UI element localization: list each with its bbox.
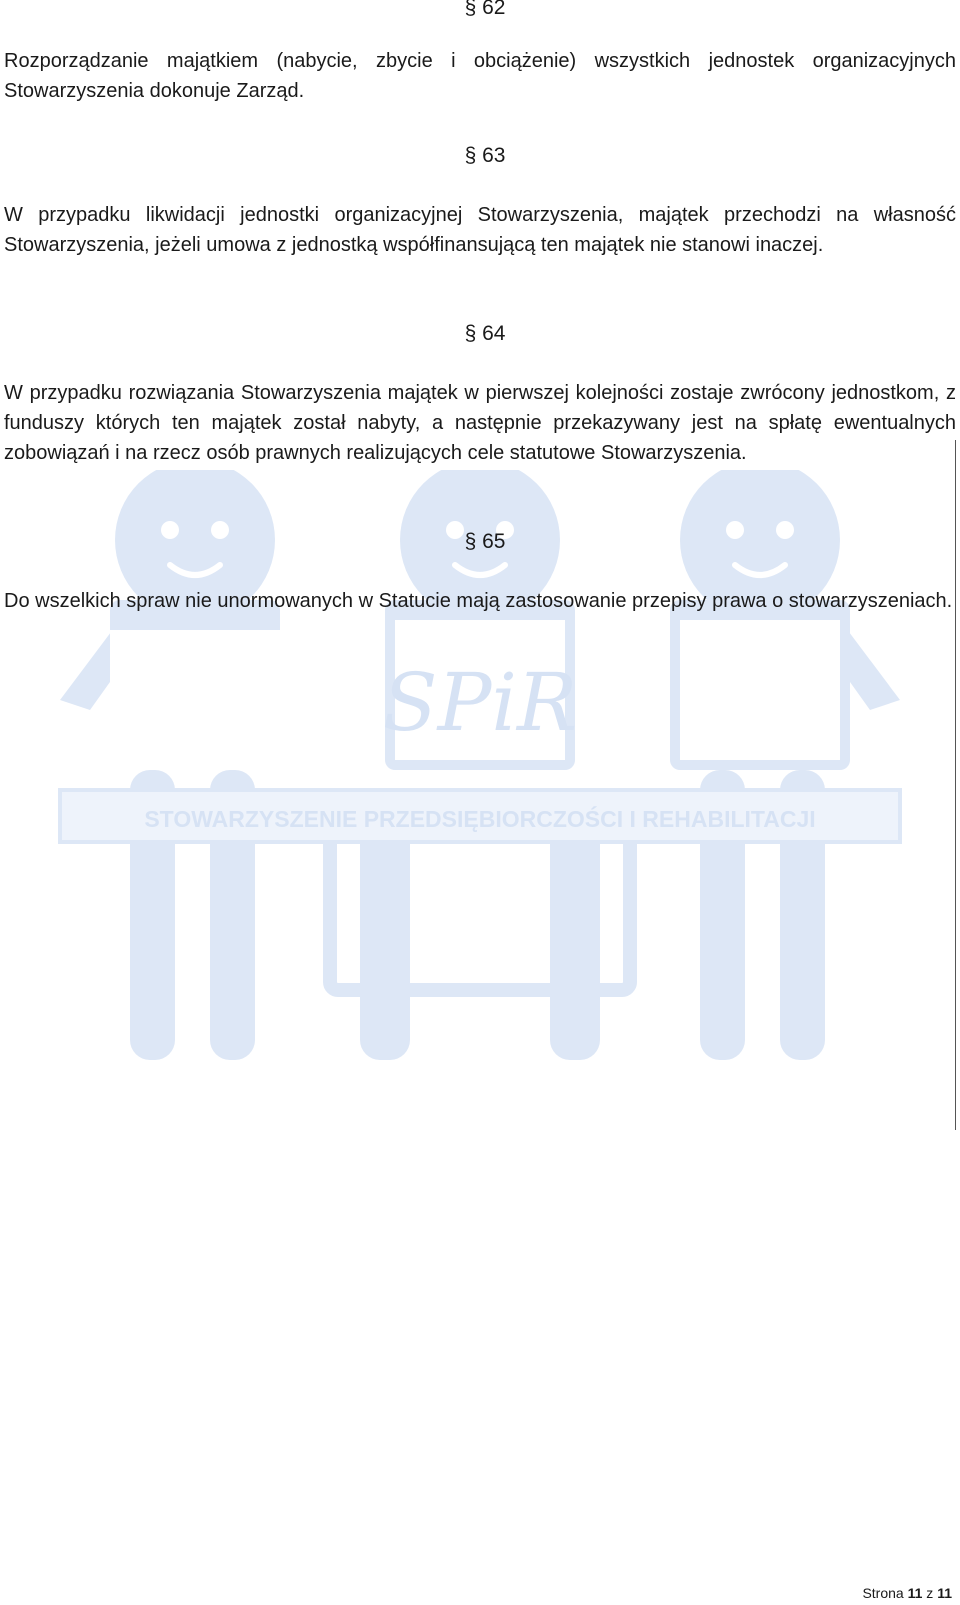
section-64 <box>4 320 956 468</box>
section-paragraph: Rozporządzanie majątkiem (nabycie, zbycie i obciążenie) wszystkich jednostek organizacyjnych Stowarzyszenia dokonuje Zarząd. <box>4 50 956 102</box>
section-heading: § 64 <box>464 322 506 345</box>
section-65 <box>4 528 956 616</box>
footer-separator: z <box>926 1585 934 1601</box>
watermark-banner-text: STOWARZYSZENIE PRZEDSIĘBIORCZOŚCI I REHABILITACJI <box>144 806 816 832</box>
section-paragraph: Do wszelkich spraw nie unormowanych w Statucie mają zastosowanie przepisy prawa o stowarzyszeniach. <box>4 590 953 612</box>
section-heading: § 62 <box>464 0 506 19</box>
section-heading: § 63 <box>464 144 506 167</box>
watermark-logo-text: SPiR <box>382 656 578 749</box>
footer-prefix: Strona <box>862 1585 904 1601</box>
section-heading: § 65 <box>464 530 506 553</box>
page-number-footer <box>862 1584 952 1602</box>
section-paragraph: W przypadku likwidacji jednostki organizacyjnej Stowarzyszenia, majątek przechodzi na własność Stowarzyszenia, jeżeli umowa z jednostką współfinansującą ten majątek nie stanowi inaczej. <box>4 204 956 256</box>
footer-current-page: 11 <box>907 1585 923 1601</box>
section-63 <box>4 142 956 260</box>
section-62 <box>4 0 956 106</box>
footer-total-pages: 11 <box>937 1585 952 1601</box>
section-paragraph: W przypadku rozwiązania Stowarzyszenia majątek w pierwszej kolejności zostaje zwrócony jednostkom, z funduszy których ten majątek został nabyty, a następnie przekazywany jest na spłatę ewentualnych zobowiązań i na rzecz osób prawnych realizujących cele statutowe Stowarzyszenia. <box>4 382 956 464</box>
